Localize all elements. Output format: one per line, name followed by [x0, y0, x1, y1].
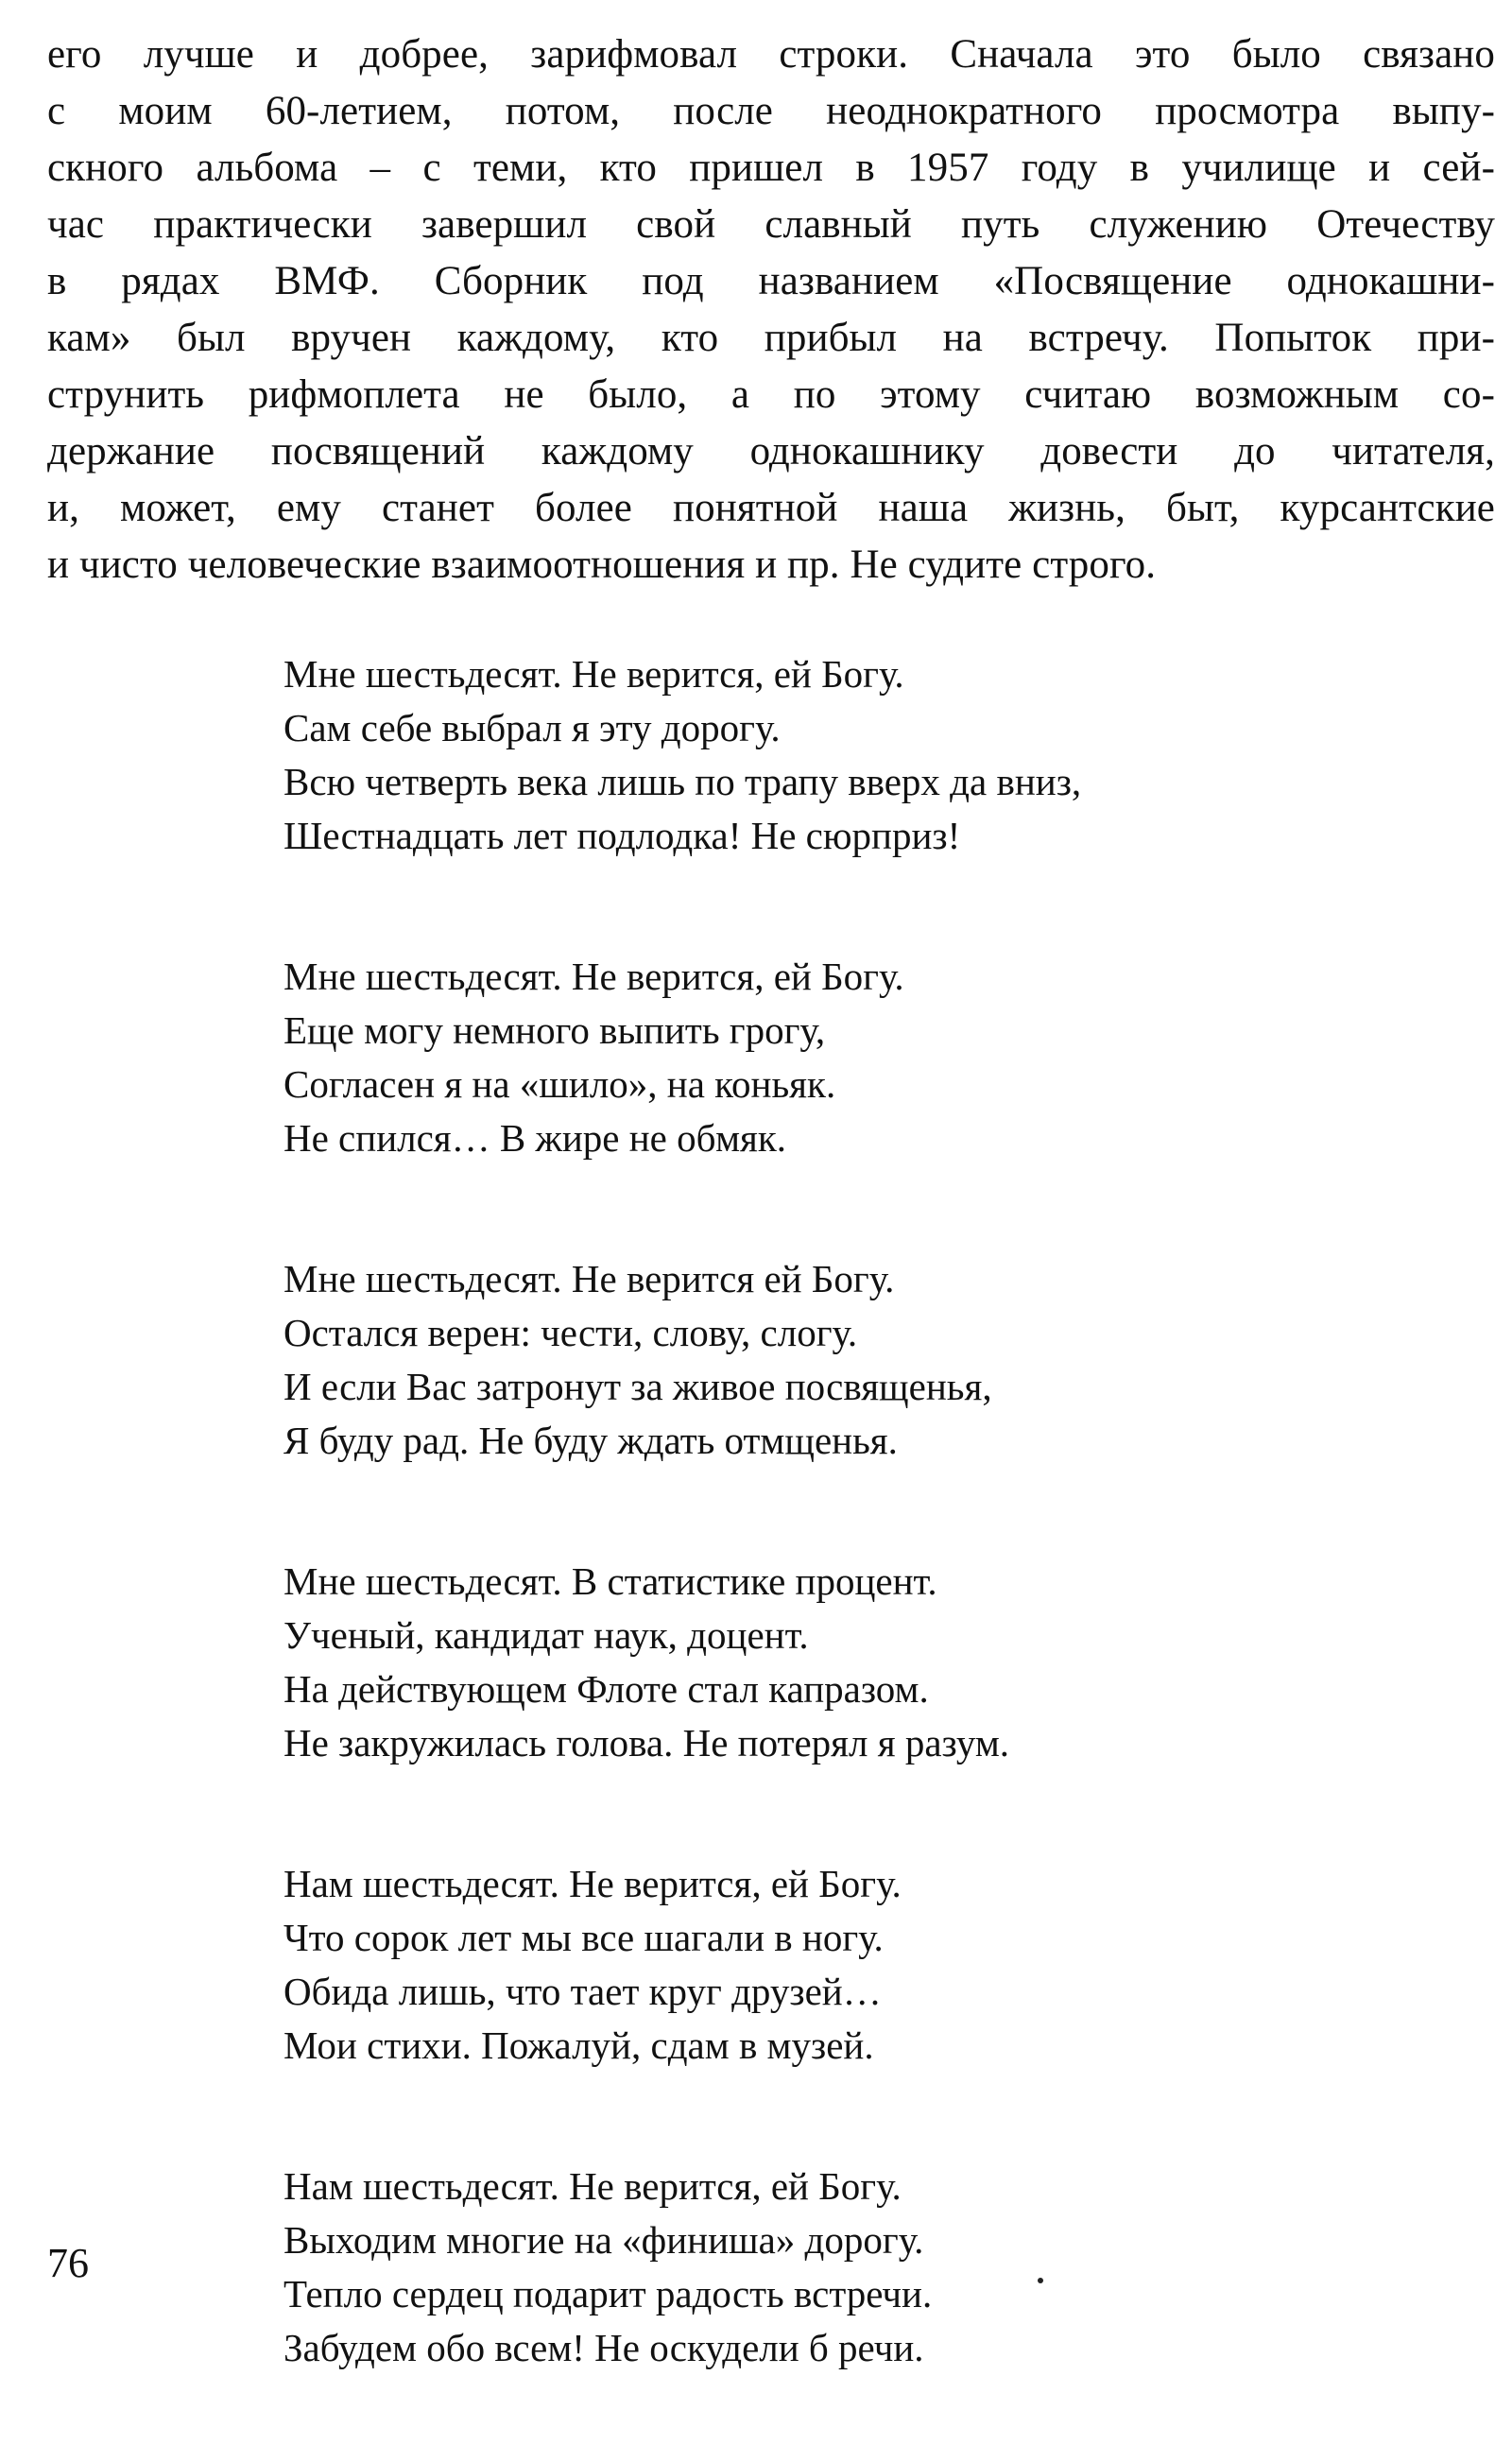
prose-line: и чисто человеческие взаимоотношения и пр. Не судите строго.: [47, 542, 1157, 587]
verse-line: На действующем Флоте стал капразом.: [284, 1667, 929, 1711]
verse-line: Еще могу немного выпить грогу,: [284, 1008, 826, 1052]
verse-line: Нам шестьдесят. Не верится, ей Богу.: [284, 1862, 902, 1905]
verse-line: Не закружилась голова. Не потерял я разум.: [284, 1721, 1010, 1765]
prose-line: скного альбома – с теми, кто пришел в 1957 году в училище и сей-: [47, 146, 1495, 190]
prose-line: его лучше и добрее, зарифмовал строки. Сначала это было связано: [47, 32, 1495, 77]
print-speck: [1038, 2278, 1043, 2283]
poem: [284, 647, 1323, 2462]
verse-line: Мне шестьдесят. В статистике процент.: [284, 1559, 937, 1603]
verse-line: Обида лишь, что тает круг друзей…: [284, 1970, 882, 2013]
verse-line: Что сорок лет мы все шагали в ногу.: [284, 1916, 884, 1959]
stanza: [284, 950, 1323, 1165]
stanza: [284, 2160, 1323, 2375]
verse-line: Ученый, кандидат наук, доцент.: [284, 1613, 809, 1657]
verse-line: Мои стихи. Пожалуй, сдам в музей.: [284, 2023, 874, 2067]
verse-line: Мне шестьдесят. Не верится, ей Богу.: [284, 652, 904, 696]
verse-line: Мне шестьдесят. Не верится, ей Богу.: [284, 955, 904, 998]
stanza: [284, 1252, 1323, 1468]
stanza: [284, 1555, 1323, 1770]
verse-line: Нам шестьдесят. Не верится, ей Богу.: [284, 2164, 902, 2208]
verse-line: Я буду рад. Не буду ждать отмщенья.: [284, 1419, 898, 1462]
verse-line: И если Вас затронут за живое посвященья,: [284, 1365, 992, 1408]
verse-line: Согласен я на «шило», на коньяк.: [284, 1062, 836, 1106]
prose-line: час практически завершил свой славный путь служению Отечеству: [47, 202, 1495, 247]
verse-line: Выходим многие на «финиша» дорогу.: [284, 2218, 924, 2262]
verse-line: Остался верен: чести, слову, слогу.: [284, 1311, 858, 1354]
prose-line: и, может, ему станет более понятной наша жизнь, быт, курсантские: [47, 486, 1495, 530]
prose-paragraph: [47, 26, 1495, 594]
stanza: [284, 647, 1323, 863]
prose-line: кам» был вручен каждому, кто прибыл на встречу. Попыток при-: [47, 316, 1495, 360]
verse-line: Не спился… В жире не обмяк.: [284, 1116, 787, 1160]
verse-line: Шестнадцать лет подлодка! Не сюрприз!: [284, 814, 961, 857]
verse-line: Сам себе выбрал я эту дорогу.: [284, 706, 781, 749]
verse-line: Тепло сердец подарит радость встречи.: [284, 2272, 933, 2316]
prose-line: в рядах ВМФ. Сборник под названием «Посвящение однокашни-: [47, 259, 1495, 303]
verse-line: Забудем обо всем! Не оскудели б речи.: [284, 2326, 924, 2369]
verse-line: Мне шестьдесят. Не верится ей Богу.: [284, 1257, 895, 1300]
prose-line: с моим 60-летием, потом, после неоднократного просмотра выпу-: [47, 89, 1495, 133]
prose-line: струнить рифмоплета не было, а по этому считаю возможным со-: [47, 372, 1495, 417]
verse-line: Всю четверть века лишь по трапу вверх да вниз,: [284, 760, 1082, 803]
prose-line: держание посвящений каждому однокашнику довести до читателя,: [47, 429, 1495, 473]
stanza: [284, 1857, 1323, 2073]
page-number: 76: [47, 2240, 89, 2286]
